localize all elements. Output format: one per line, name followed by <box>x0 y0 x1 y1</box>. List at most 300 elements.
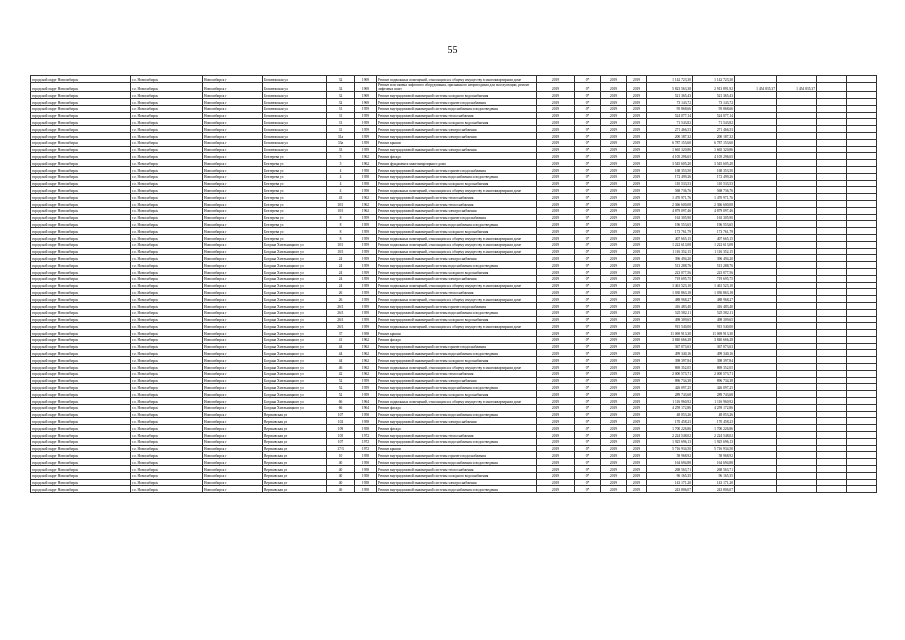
table-cell: 396 494,20 <box>693 255 735 262</box>
table-cell: 0* <box>575 289 601 296</box>
table-cell: 0* <box>575 119 601 126</box>
table-cell: 172 499,26 <box>647 173 693 180</box>
table-cell <box>847 173 877 180</box>
table-cell: 44 <box>327 350 355 357</box>
table-cell <box>777 139 817 146</box>
table-cell: 2019 <box>627 180 647 187</box>
table-cell: 96 165,35 <box>693 472 735 479</box>
table-cell <box>847 438 877 445</box>
table-row <box>31 153 877 160</box>
table-cell <box>847 166 877 173</box>
table-cell: 521 365,43 <box>647 92 693 99</box>
table-cell: Ремонт подвальных помещений, относящихся к общему имуществу в многоквартирном доме <box>377 323 537 330</box>
table-cell: 4 <box>327 166 355 173</box>
table-row <box>31 126 877 133</box>
table-cell: 58 968,92 <box>647 452 693 459</box>
table-row <box>31 82 877 91</box>
table-cell <box>817 411 847 418</box>
table-cell <box>777 173 817 180</box>
table-cell <box>817 330 847 337</box>
table-cell: 1959 <box>355 323 377 330</box>
table-cell: Богдана Хмельницкого ул <box>263 404 327 411</box>
table-cell: 1958 <box>355 330 377 337</box>
table-row <box>31 119 877 126</box>
table-cell: 2019 <box>601 99 627 106</box>
table-cell <box>735 357 777 364</box>
table-cell: 1958 <box>355 425 377 432</box>
table-cell <box>735 119 777 126</box>
table-cell: г.о. Новосибирск <box>131 214 203 221</box>
table-cell: Ремонт внутридомовой инженерной системы теплоснабжения <box>377 370 537 377</box>
table-cell: 2019 <box>601 234 627 241</box>
table-cell: 71 543,82 <box>647 119 693 126</box>
table-cell: 1 461 523,10 <box>693 282 735 289</box>
table-cell: 0* <box>575 432 601 439</box>
table-cell: 10/1 <box>327 248 355 255</box>
table-cell: Ремонт внутридомовой инженерной системы холодного водоснабжения <box>377 228 537 235</box>
table-cell <box>847 391 877 398</box>
table-cell: г.о. Новосибирск <box>131 452 203 459</box>
table-cell: городской округ Новосибирск <box>31 316 131 323</box>
table-cell <box>817 255 847 262</box>
table-cell: 1959 <box>355 268 377 275</box>
table-cell: 396 494,20 <box>647 255 693 262</box>
table-cell <box>847 153 877 160</box>
table-cell: 498 309,65 <box>647 316 693 323</box>
table-cell: Бехтерева ул <box>263 200 327 207</box>
table-cell: 24 <box>327 262 355 269</box>
table-cell <box>817 343 847 350</box>
table-cell: 896 734,38 <box>647 377 693 384</box>
table-cell: 0* <box>575 384 601 391</box>
table-cell: 2019 <box>601 445 627 452</box>
table-cell: г.о. Новосибирск <box>131 316 203 323</box>
table-cell: Ремонт внутридомовой инженерной системы водоснабжения и водоотведения <box>377 309 537 316</box>
table-cell: 896 734,38 <box>693 377 735 384</box>
table-cell: 2019 <box>601 132 627 139</box>
table-cell: 0* <box>575 445 601 452</box>
table-cell <box>847 160 877 167</box>
table-row <box>31 472 877 479</box>
table-cell: 2019 <box>537 126 575 133</box>
table-cell <box>817 207 847 214</box>
table-cell: городской округ Новосибирск <box>31 92 131 99</box>
table-cell <box>817 391 847 398</box>
table-cell: 2019 <box>601 302 627 309</box>
table-cell: 1959 <box>355 289 377 296</box>
table-cell: 48 053,26 <box>693 411 735 418</box>
table-cell: 2019 <box>601 418 627 425</box>
table-cell: Новосибирск г <box>203 146 263 153</box>
table-cell: Беловежская ул <box>263 82 327 91</box>
table-cell: 4 105 296,65 <box>647 153 693 160</box>
table-cell: г.о. Новосибирск <box>131 241 203 248</box>
table-cell: 1962 <box>355 370 377 377</box>
table-cell: г.о. Новосибирск <box>131 76 203 83</box>
table-cell: 1962 <box>355 207 377 214</box>
table-cell: 6 787 153,60 <box>693 139 735 146</box>
table-cell: 426 097,25 <box>647 384 693 391</box>
table-cell: Вертковская ул <box>263 432 327 439</box>
table-cell: городской округ Новосибирск <box>31 119 131 126</box>
table-cell: 0* <box>575 377 601 384</box>
table-row <box>31 452 877 459</box>
table-cell <box>735 187 777 194</box>
table-cell: 2019 <box>537 132 575 139</box>
table-cell: 2019 <box>537 289 575 296</box>
table-cell: 398 397,84 <box>693 357 735 364</box>
table-cell: Ремонт внутридомовой инженерной системы теплоснабжения <box>377 432 537 439</box>
table-cell: 367 073,63 <box>693 343 735 350</box>
table-cell: Новосибирск г <box>203 445 263 452</box>
table-cell: 2019 <box>601 364 627 371</box>
table-cell: 0* <box>575 187 601 194</box>
table-cell: городской округ Новосибирск <box>31 452 131 459</box>
table-cell: 2019 <box>601 268 627 275</box>
table-cell: 163 305,90 <box>647 214 693 221</box>
table-cell: Вертковская ул <box>263 452 327 459</box>
table-cell: 1 030 863,18 <box>647 289 693 296</box>
table-cell <box>847 486 877 493</box>
table-cell <box>847 398 877 405</box>
table-cell: Ремонт внутридомовой инженерной системы электроснабжения <box>377 377 537 384</box>
table-cell: 2019 <box>627 432 647 439</box>
table-cell <box>735 425 777 432</box>
table-cell: 1959 <box>355 126 377 133</box>
table-cell: 10/1 <box>327 241 355 248</box>
table-cell: 1 454 835,37 <box>735 82 777 91</box>
table-cell: городской округ Новосибирск <box>31 350 131 357</box>
table-cell: Новосибирск г <box>203 330 263 337</box>
table-cell <box>777 425 817 432</box>
table-cell <box>735 323 777 330</box>
table-cell <box>777 459 817 466</box>
table-cell <box>847 466 877 473</box>
table-cell <box>777 323 817 330</box>
table-cell: 33 <box>327 146 355 153</box>
table-cell <box>735 146 777 153</box>
table-cell: г.о. Новосибирск <box>131 486 203 493</box>
table-cell: 66 <box>327 404 355 411</box>
table-cell: 2019 <box>537 76 575 83</box>
table-cell <box>735 350 777 357</box>
table-cell: Бехтерева ул <box>263 228 327 235</box>
table-cell <box>847 132 877 139</box>
table-cell <box>817 166 847 173</box>
table-cell: 1959 <box>355 119 377 126</box>
table-cell: Ремонт внутридомовой инженерной системы холодного водоснабжения <box>377 180 537 187</box>
table-cell: г.о. Новосибирск <box>131 438 203 445</box>
table-cell: 0* <box>575 99 601 106</box>
table-row <box>31 92 877 99</box>
table-cell <box>847 330 877 337</box>
table-cell: 71 543,82 <box>693 119 735 126</box>
table-cell <box>847 241 877 248</box>
table-cell: г.о. Новосибирск <box>131 153 203 160</box>
table-cell: Беловежская ул <box>263 132 327 139</box>
table-cell <box>847 445 877 452</box>
table-cell: 143 171,20 <box>647 479 693 486</box>
table-cell: 44 <box>327 357 355 364</box>
table-cell: Новосибирск г <box>203 241 263 248</box>
table-cell <box>777 234 817 241</box>
table-row <box>31 241 877 248</box>
table-cell: 521 365,43 <box>693 92 735 99</box>
table-cell: Вертковская ул <box>263 425 327 432</box>
table-cell: 2019 <box>627 343 647 350</box>
table-cell: 1 116 960,92 <box>647 398 693 405</box>
table-row <box>31 364 877 371</box>
table-cell <box>735 316 777 323</box>
table-cell: 2019 <box>601 194 627 201</box>
table-cell: Ремонт внутридомовой инженерной системы теплоснабжения <box>377 112 537 119</box>
table-cell: 41 <box>327 336 355 343</box>
table-cell: 2019 <box>537 92 575 99</box>
table-cell: Богдана Хмельницкого ул <box>263 384 327 391</box>
table-cell <box>777 309 817 316</box>
table-cell: Ремонт внутридомовой инженерной системы теплоснабжения <box>377 466 537 473</box>
table-cell: 0* <box>575 472 601 479</box>
table-cell: Богдана Хмельницкого ул <box>263 357 327 364</box>
table-cell: Ремонт внутридомовой инженерной системы электроснабжения <box>377 255 537 262</box>
table-cell: 10/1 <box>327 207 355 214</box>
table-row <box>31 275 877 282</box>
table-cell: 2019 <box>537 418 575 425</box>
table-cell: 0* <box>575 309 601 316</box>
table-cell: 0* <box>575 316 601 323</box>
table-cell: 2019 <box>601 398 627 405</box>
table-cell <box>777 289 817 296</box>
table-cell <box>847 459 877 466</box>
table-cell: 2019 <box>627 105 647 112</box>
table-cell <box>817 105 847 112</box>
table-cell: городской округ Новосибирск <box>31 187 131 194</box>
table-cell: городской округ Новосибирск <box>31 364 131 371</box>
table-cell: 40 <box>327 479 355 486</box>
table-cell: 2019 <box>627 187 647 194</box>
table-cell <box>777 330 817 337</box>
table-cell: г.о. Новосибирск <box>131 228 203 235</box>
table-cell: 2019 <box>537 268 575 275</box>
table-cell <box>817 282 847 289</box>
table-cell: Ремонт внутридомовой инженерной системы теплоснабжения <box>377 289 537 296</box>
table-cell: 2019 <box>627 289 647 296</box>
table-cell: 1 665 320,86 <box>647 146 693 153</box>
table-cell: 2019 <box>627 255 647 262</box>
table-cell: городской округ Новосибирск <box>31 234 131 241</box>
table-cell: Новосибирск г <box>203 432 263 439</box>
table-cell: 271 466,53 <box>693 126 735 133</box>
table-cell: 0* <box>575 214 601 221</box>
table-cell: 11 069 913,30 <box>647 330 693 337</box>
table-cell: Бехтерева ул <box>263 153 327 160</box>
table-cell: Ремонт внутридомовой инженерной системы холодного водоснабжения <box>377 316 537 323</box>
table-cell: 1959 <box>355 146 377 153</box>
table-cell: Беловежская ул <box>263 126 327 133</box>
table-cell: Богдана Хмельницкого ул <box>263 364 327 371</box>
table-cell <box>817 221 847 228</box>
table-row <box>31 370 877 377</box>
table-cell <box>817 200 847 207</box>
table-cell <box>777 248 817 255</box>
table-cell: г.о. Новосибирск <box>131 166 203 173</box>
table-cell <box>847 207 877 214</box>
table-row <box>31 207 877 214</box>
table-row <box>31 350 877 357</box>
table-cell: 1958 <box>355 452 377 459</box>
table-cell: г.о. Новосибирск <box>131 262 203 269</box>
table-cell <box>847 418 877 425</box>
table-cell: 2 224 548,02 <box>693 432 735 439</box>
table-cell: Новосибирск г <box>203 452 263 459</box>
table-cell: 2019 <box>627 364 647 371</box>
table-cell: Новосибирск г <box>203 255 263 262</box>
table-cell <box>735 302 777 309</box>
table-cell <box>735 377 777 384</box>
table-cell: 0* <box>575 180 601 187</box>
table-cell: 143 171,20 <box>693 479 735 486</box>
table-cell: 2019 <box>537 316 575 323</box>
table-cell: городской округ Новосибирск <box>31 214 131 221</box>
table-cell: 0* <box>575 200 601 207</box>
table-cell: городской округ Новосибирск <box>31 99 131 106</box>
table-cell: Беловежская ул <box>263 139 327 146</box>
table-cell <box>735 160 777 167</box>
table-cell: г.о. Новосибирск <box>131 255 203 262</box>
table-cell <box>817 180 847 187</box>
table-cell <box>735 248 777 255</box>
table-cell <box>777 302 817 309</box>
table-cell: 31 <box>327 126 355 133</box>
table-cell: 1 116 352,15 <box>693 248 735 255</box>
table-cell: 407 665,15 <box>647 234 693 241</box>
table-cell <box>735 221 777 228</box>
table-cell: Новосибирск г <box>203 153 263 160</box>
table-cell: Вертковская ул <box>263 418 327 425</box>
table-cell: 0* <box>575 336 601 343</box>
table-row <box>31 262 877 269</box>
table-cell <box>777 160 817 167</box>
capital-repair-table <box>30 75 877 493</box>
table-cell: 2019 <box>627 323 647 330</box>
table-cell: 2019 <box>627 214 647 221</box>
table-cell <box>777 445 817 452</box>
table-cell: 173 761,79 <box>693 228 735 235</box>
table-cell: городской округ Новосибирск <box>31 445 131 452</box>
table-cell <box>777 343 817 350</box>
table-cell: 0* <box>575 275 601 282</box>
table-cell: г.о. Новосибирск <box>131 445 203 452</box>
table-cell <box>847 180 877 187</box>
table-cell: городской округ Новосибирск <box>31 459 131 466</box>
table-cell: городской округ Новосибирск <box>31 282 131 289</box>
table-cell: городской округ Новосибирск <box>31 82 131 91</box>
table-cell: Ремонт внутридомовой инженерной системы электроснабжения <box>377 126 537 133</box>
table-cell <box>847 343 877 350</box>
table-cell <box>817 228 847 235</box>
table-cell: Вертковская ул <box>263 486 327 493</box>
table-cell <box>847 479 877 486</box>
table-cell: 2019 <box>627 112 647 119</box>
table-cell <box>777 200 817 207</box>
table-cell <box>735 364 777 371</box>
table-cell: 2019 <box>627 445 647 452</box>
table-cell: 0* <box>575 160 601 167</box>
table-cell <box>735 99 777 106</box>
table-cell <box>817 268 847 275</box>
table-cell <box>777 214 817 221</box>
table-cell: 498 309,65 <box>693 316 735 323</box>
table-cell: г.о. Новосибирск <box>131 268 203 275</box>
table-cell: 2019 <box>601 160 627 167</box>
table-cell: Богдана Хмельницкого ул <box>263 330 327 337</box>
table-cell: 2019 <box>537 275 575 282</box>
table-cell: 0* <box>575 228 601 235</box>
table-cell <box>735 343 777 350</box>
table-row <box>31 404 877 411</box>
table-row <box>31 438 877 445</box>
table-cell <box>847 228 877 235</box>
table-cell: г.о. Новосибирск <box>131 289 203 296</box>
table-cell: 1 925 696,13 <box>647 438 693 445</box>
table-cell: 513 288,76 <box>693 262 735 269</box>
table-cell: 1 925 696,13 <box>693 438 735 445</box>
table-cell: 2019 <box>627 438 647 445</box>
table-cell: Ремонт внутридомовой инженерной системы горячего водоснабжения <box>377 452 537 459</box>
table-cell: 2019 <box>537 166 575 173</box>
table-cell: 2019 <box>627 92 647 99</box>
table-cell: 1959 <box>355 112 377 119</box>
table-cell <box>817 146 847 153</box>
table-cell: 26/1 <box>327 309 355 316</box>
table-cell <box>847 214 877 221</box>
table-cell <box>735 262 777 269</box>
table-cell: г.о. Новосибирск <box>131 336 203 343</box>
table-cell: 31 <box>327 105 355 112</box>
table-cell: 2019 <box>537 438 575 445</box>
table-cell: г.о. Новосибирск <box>131 479 203 486</box>
table-cell: 289 743,68 <box>693 391 735 398</box>
table-row <box>31 76 877 83</box>
table-cell: 0* <box>575 370 601 377</box>
table-cell: 289 743,68 <box>647 391 693 398</box>
table-cell: 2019 <box>601 153 627 160</box>
table-cell: 110 533,53 <box>647 180 693 187</box>
table-cell <box>777 207 817 214</box>
table-cell: Новосибирск г <box>203 92 263 99</box>
table-cell: Новосибирск г <box>203 459 263 466</box>
table-cell: 525 582,11 <box>647 309 693 316</box>
table-cell: городской округ Новосибирск <box>31 479 131 486</box>
table-cell <box>777 146 817 153</box>
table-cell <box>735 268 777 275</box>
table-cell: 0* <box>575 105 601 112</box>
table-row <box>31 268 877 275</box>
table-cell: 4 <box>327 173 355 180</box>
table-cell: 1959 <box>355 105 377 112</box>
table-cell: 488 968,27 <box>693 296 735 303</box>
table-cell: Вертковская ул <box>263 466 327 473</box>
table-cell <box>847 275 877 282</box>
table-cell: 243 806,07 <box>693 486 735 493</box>
table-cell: Новосибирск г <box>203 466 263 473</box>
table-cell <box>777 228 817 235</box>
table-cell <box>817 112 847 119</box>
table-cell: 2019 <box>601 139 627 146</box>
table-cell: Новосибирск г <box>203 418 263 425</box>
table-cell: 1962 <box>355 194 377 201</box>
table-cell: 17/3 <box>327 445 355 452</box>
